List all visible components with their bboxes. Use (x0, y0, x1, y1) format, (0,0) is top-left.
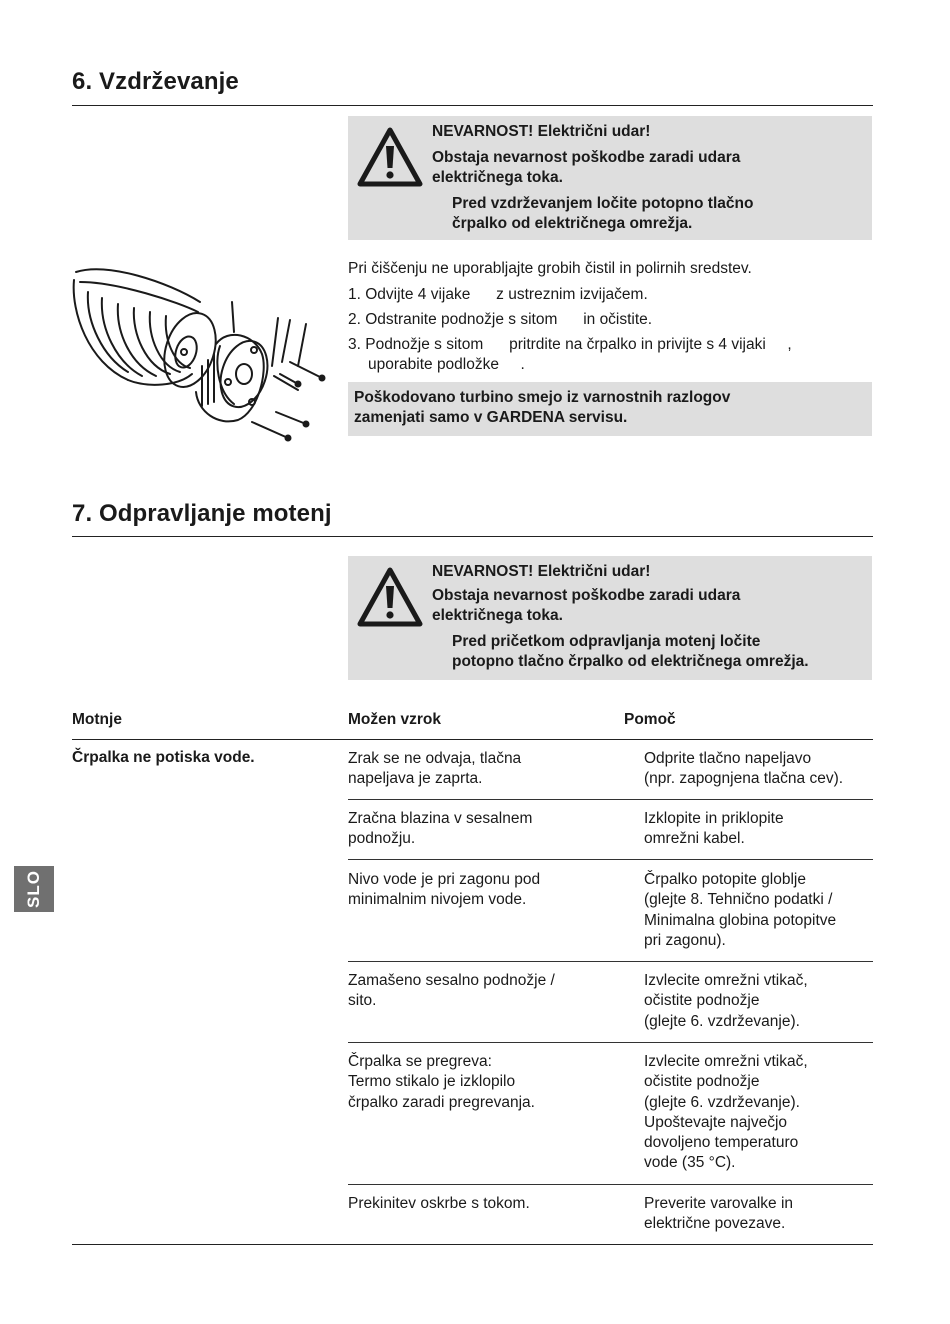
table-header-rule (72, 739, 873, 740)
section-7-rule (72, 536, 873, 537)
table-row-remedy: Izvlecite omrežni vtikač, očistite podnožje (glejte 6. vzdrževanje). (644, 972, 808, 1030)
section-6-rule (72, 105, 873, 106)
warning-instruction: Pred vzdrževanjem ločite potopno tlačno (452, 195, 754, 212)
column-header-cause: Možen vzrok (348, 711, 442, 728)
table-bottom-rule (72, 1244, 873, 1245)
problem-label: Črpalka ne potiska vode. (72, 749, 255, 766)
service-note-line: Poškodovano turbino smejo iz varnostnih razlogov (354, 389, 731, 406)
column-header-remedy: Pomoč (624, 711, 676, 728)
section-7-title: 7. Odpravljanje motenj (72, 500, 332, 527)
table-row-remedy: Odprite tlačno napeljavo (npr. zapognjena tlačna cev). (644, 750, 844, 788)
step-3: 3. Podnožje s sitom pritrdite na črpalko in privijte s 4 vijaki , (348, 336, 792, 353)
service-note-line: zamenjati samo v GARDENA servisu. (354, 409, 628, 426)
warning-instruction: potopno tlačno črpalko od električnega omrežja. (452, 653, 809, 670)
warning-box-maintenance (348, 116, 872, 240)
table-row-cause: Zamašeno sesalno podnožje / sito. (348, 972, 555, 1010)
row-divider (348, 1184, 873, 1185)
warning-text: Obstaja nevarnost poškodbe zaradi udara (432, 149, 741, 166)
row-divider (348, 799, 873, 800)
table-row-cause: Zračna blazina v sesalnem podnožju. (348, 810, 533, 848)
step-2: 2. Odstranite podnožje s sitom in očistite. (348, 311, 653, 328)
warning-text: električnega toka. (432, 607, 563, 624)
language-tab: SLO (14, 866, 54, 912)
table-row-cause: Nivo vode je pri zagonu pod minimalnim nivojem vode. (348, 871, 541, 909)
warning-box-troubleshooting (348, 556, 872, 680)
step-3-continued: uporabite podložke . (368, 356, 525, 373)
row-divider (348, 859, 873, 860)
table-row-cause: Zrak se ne odvaja, tlačna napeljava je zaprta. (348, 750, 522, 788)
pump-filter-illustration (68, 262, 330, 448)
warning-heading: NEVARNOST! Električni udar! (432, 563, 651, 580)
warning-triangle-icon (356, 126, 424, 188)
table-row-remedy: Izvlecite omrežni vtikač, očistite podnožje (glejte 6. vzdrževanje). Upoštevajte največjo dovoljeno temperaturo vode (35 °C). (644, 1053, 808, 1172)
warning-heading: NEVARNOST! Električni udar! (432, 123, 651, 140)
warning-text: električnega toka. (432, 169, 563, 186)
step-1: 1. Odvijte 4 vijake z ustreznim izvijačem. (348, 286, 648, 303)
service-note (348, 382, 872, 436)
column-header-problem: Motnje (72, 711, 122, 728)
table-row-cause: Prekinitev oskrbe s tokom. (348, 1195, 530, 1212)
warning-instruction: črpalko od električnega omrežja. (452, 215, 693, 232)
table-row-remedy: Izklopite in priklopite omrežni kabel. (644, 810, 784, 848)
warning-instruction: Pred pričetkom odpravljanja motenj ločite (452, 633, 761, 650)
table-row-cause: Črpalka se pregreva: Termo stikalo je izklopilo črpalko zaradi pregrevanja. (348, 1053, 535, 1111)
table-row-remedy: Črpalko potopite globlje (glejte 8. Tehnično podatki / Minimalna globina potopitve pri zagonu). (644, 871, 837, 949)
row-divider (348, 1042, 873, 1043)
section-6-title: 6. Vzdrževanje (72, 68, 239, 95)
warning-triangle-icon (356, 566, 424, 628)
cleaning-intro: Pri čiščenju ne uporabljajte grobih čistil in polirnih sredstev. (348, 260, 752, 277)
row-divider (348, 961, 873, 962)
warning-text: Obstaja nevarnost poškodbe zaradi udara (432, 587, 741, 604)
table-row-remedy: Preverite varovalke in električne povezave. (644, 1195, 794, 1233)
